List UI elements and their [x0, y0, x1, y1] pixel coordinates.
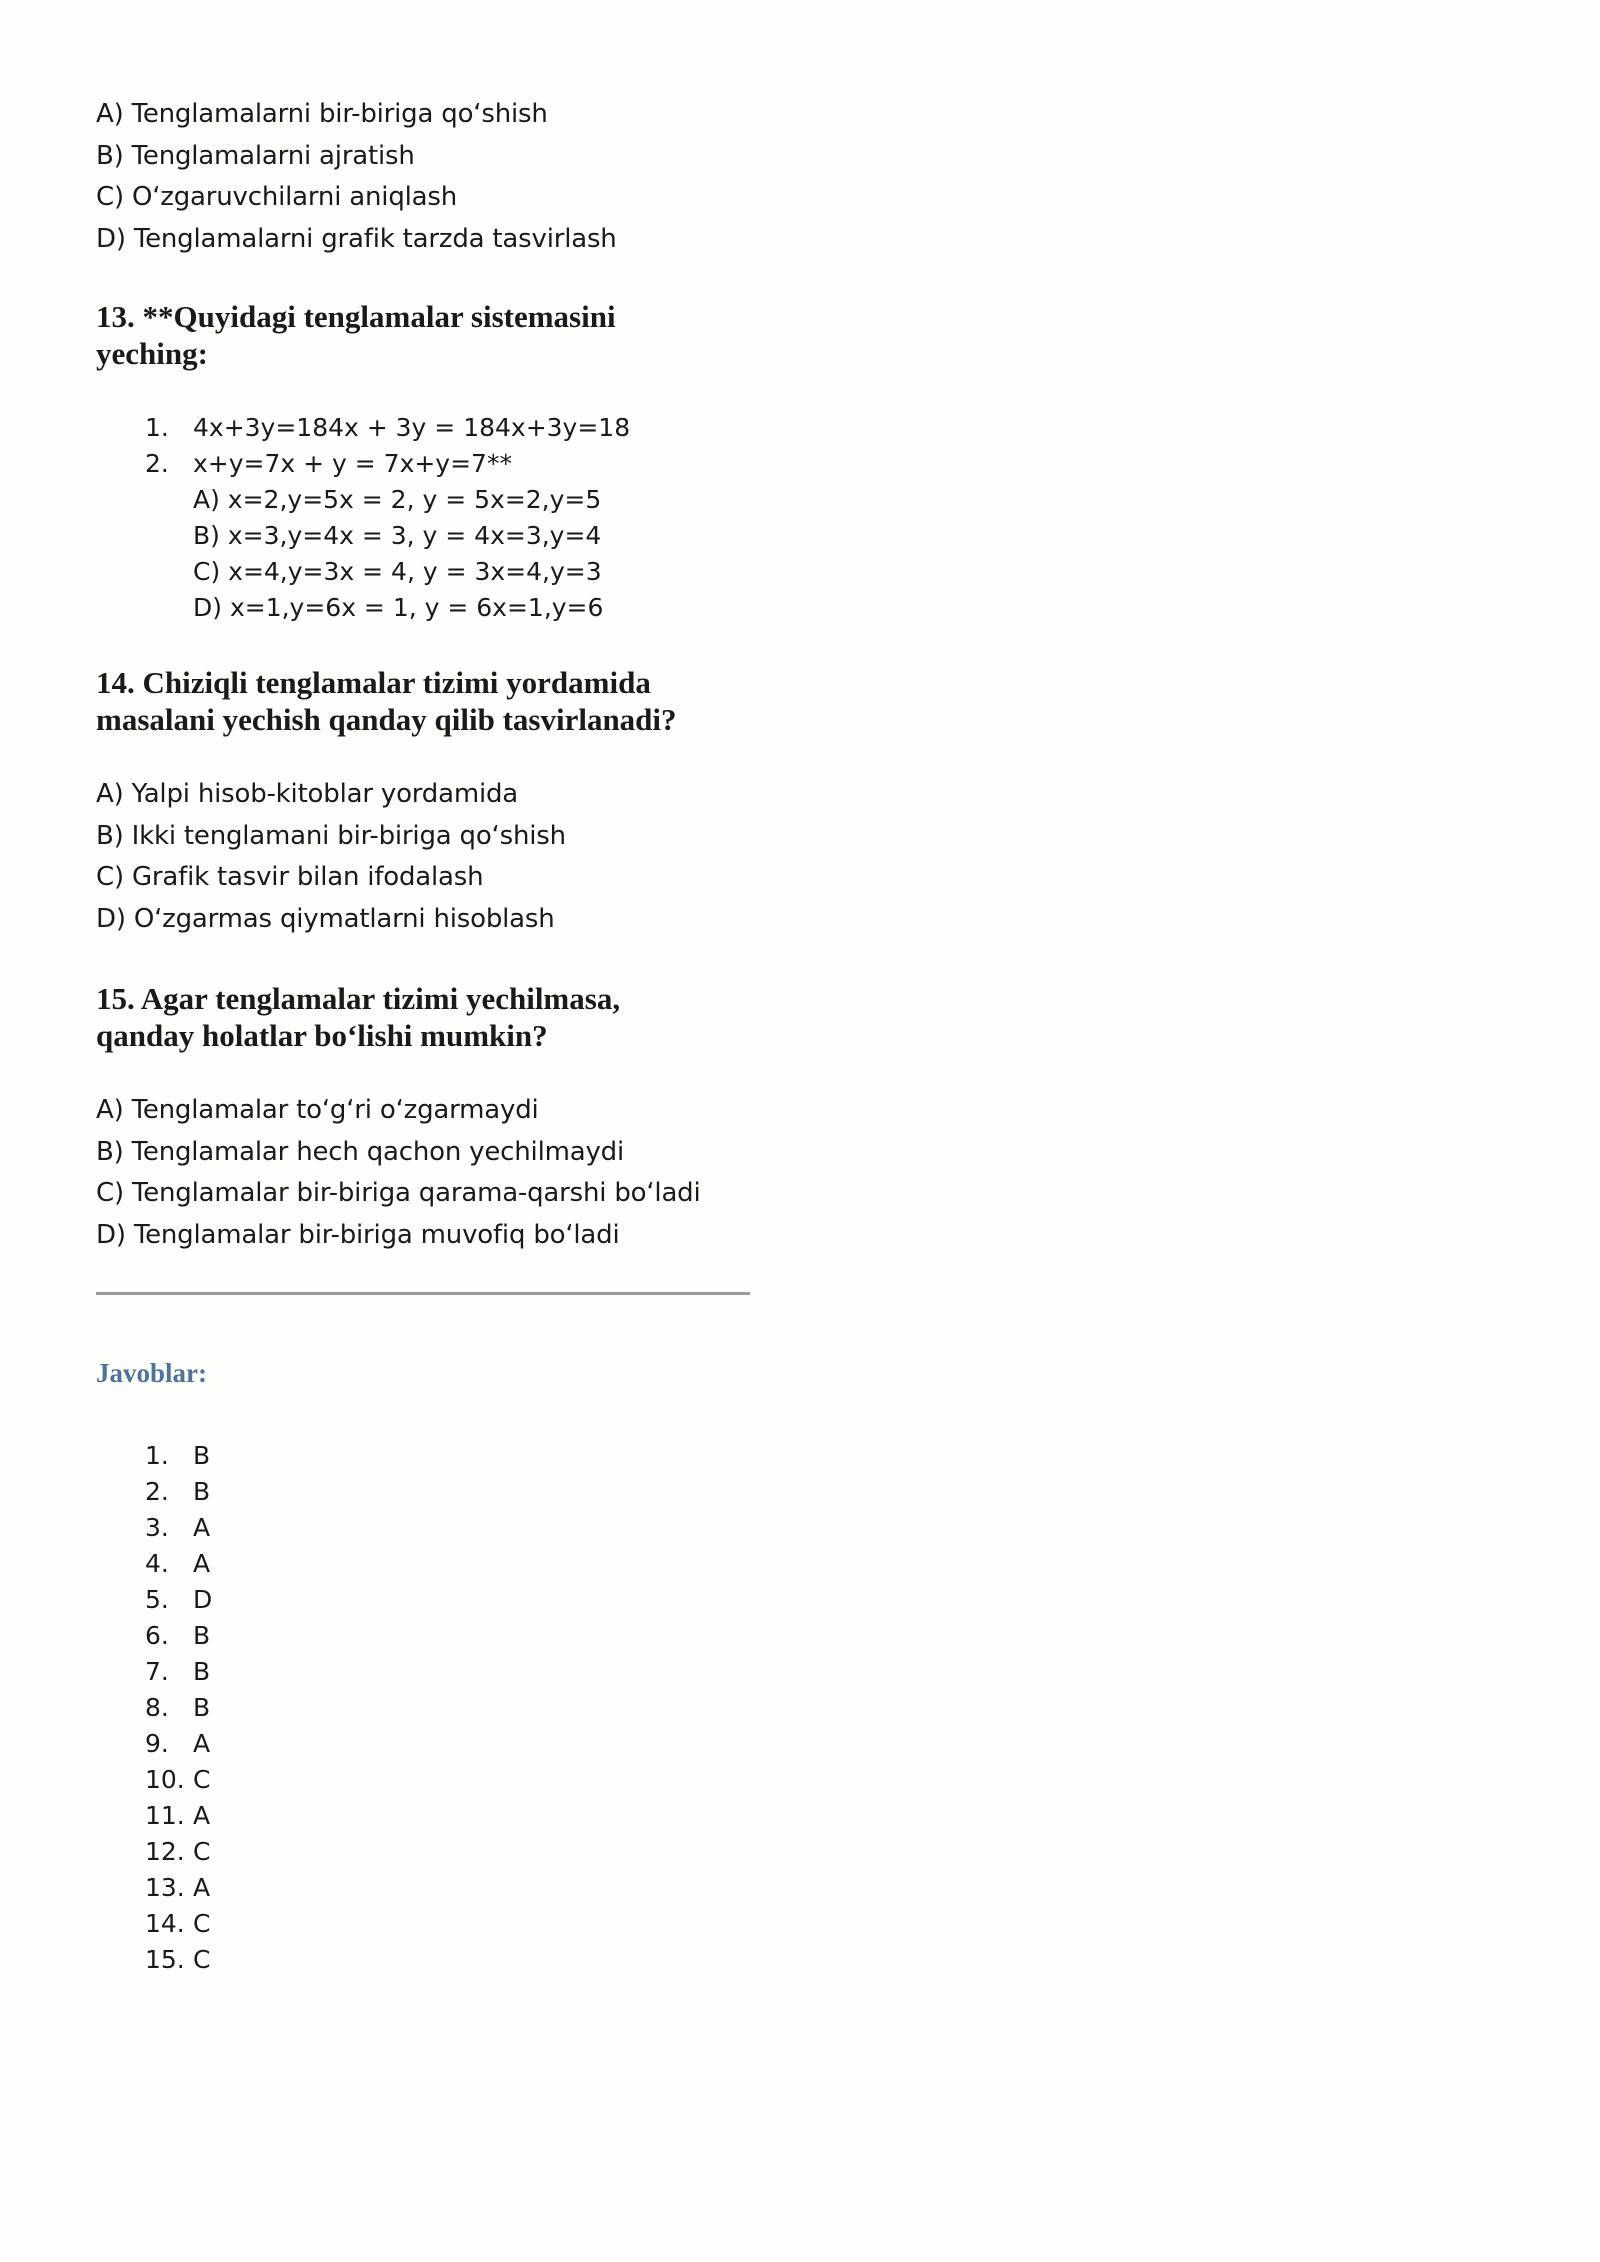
- q13-title: [96, 298, 616, 372]
- q12-option-a: A) Tenglamalarni bir-biriga qo‘shish: [96, 99, 548, 129]
- answers-heading: Javoblar:: [96, 1358, 207, 1388]
- q13-list: [145, 410, 631, 626]
- answer-value: B: [193, 1441, 211, 1470]
- q13-option-c: C) x=4,y=3x = 4, y = 3x=4,y=3: [193, 557, 602, 586]
- q14-option-b: B) Ikki tenglamani bir-biriga qo‘shish: [96, 820, 566, 851]
- q15-option-d: D) Tenglamalar bir-biriga muvofiq bo‘ladi: [96, 1219, 620, 1250]
- q13-title-line1: 13. **Quyidagi tenglamalar sistemasini: [96, 299, 616, 334]
- answer-value: B: [193, 1657, 211, 1686]
- list-item-number: 2.: [145, 449, 169, 478]
- list-item-number: 1.: [145, 413, 169, 442]
- q15-title-line1: 15. Agar tenglamalar tizimi yechilmasa,: [96, 981, 621, 1016]
- answer-number: 6.: [145, 1621, 169, 1650]
- answer-number: 7.: [145, 1657, 169, 1686]
- answer-value: C: [193, 1765, 211, 1794]
- q15-option-c: C) Tenglamalar bir-biriga qarama-qarshi bo‘ladi: [96, 1178, 701, 1208]
- answer-number: 14.: [145, 1909, 185, 1938]
- answer-value: C: [193, 1945, 211, 1974]
- q14-title: [96, 664, 677, 738]
- q14-option-a: A) Yalpi hisob-kitoblar yordamida: [96, 779, 519, 809]
- answer-number: 12.: [145, 1837, 185, 1866]
- q15-option-a: A) Tenglamalar to‘g‘ri o‘zgarmaydi: [96, 1095, 539, 1125]
- list-item: [145, 410, 631, 446]
- answer-value: B: [193, 1621, 211, 1650]
- q14-options: [96, 774, 566, 940]
- q14-title-line2: masalani yechish qanday qilib tasvirlanadi?: [96, 702, 677, 737]
- q12-option-c: C) O‘zgaruvchilarni aniqlash: [96, 182, 458, 212]
- answer-value: D: [193, 1585, 213, 1614]
- q12-options: [96, 94, 617, 260]
- answer-number: 3.: [145, 1513, 169, 1542]
- answer-number: 15.: [145, 1945, 185, 1974]
- answer-value: B: [193, 1693, 211, 1722]
- list-item-text: 4x+3y=184x + 3y = 184x+3y=18: [193, 413, 631, 442]
- list-item-text: x+y=7x + y = 7x+y=7**: [193, 449, 512, 478]
- q12-option-b: B) Tenglamalarni ajratish: [96, 140, 415, 171]
- answer-number: 5.: [145, 1585, 169, 1614]
- answer-value: B: [193, 1477, 211, 1506]
- answer-number: 4.: [145, 1549, 169, 1578]
- q14-option-c: C) Grafik tasvir bilan ifodalash: [96, 862, 484, 892]
- answer-value: A: [193, 1513, 211, 1542]
- answer-value: C: [193, 1837, 211, 1866]
- q14-option-d: D) O‘zgarmas qiymatlarni hisoblash: [96, 903, 555, 934]
- q13-option-b: B) x=3,y=4x = 3, y = 4x=3,y=4: [193, 521, 602, 550]
- answer-number: 13.: [145, 1873, 185, 1902]
- q14-title-line1: 14. Chiziqli tenglamalar tizimi yordamida: [96, 665, 651, 700]
- q15-options: [96, 1090, 701, 1256]
- list-item: [145, 446, 603, 482]
- answer-value: A: [193, 1729, 211, 1758]
- q15-title-line2: qanday holatlar bo‘lishi mumkin?: [96, 1018, 548, 1053]
- answer-value: A: [193, 1549, 211, 1578]
- answer-number: 11.: [145, 1801, 185, 1830]
- q13-option-a: A) x=2,y=5x = 2, y = 5x=2,y=5: [193, 485, 602, 514]
- horizontal-divider: [96, 1292, 750, 1295]
- answer-number: 10.: [145, 1765, 185, 1794]
- q15-title: [96, 980, 620, 1054]
- answer-number: 9.: [145, 1729, 169, 1758]
- answer-number: 8.: [145, 1693, 169, 1722]
- answer-number: 1.: [145, 1441, 169, 1470]
- q13-option-d: D) x=1,y=6x = 1, y = 6x=1,y=6: [193, 593, 604, 622]
- answer-value: A: [193, 1801, 211, 1830]
- answer-value: A: [193, 1873, 211, 1902]
- q13-title-line2: yeching:: [96, 336, 208, 371]
- answer-value: C: [193, 1909, 211, 1938]
- answer-number: 2.: [145, 1477, 169, 1506]
- q15-option-b: B) Tenglamalar hech qachon yechilmaydi: [96, 1136, 624, 1167]
- q12-option-d: D) Tenglamalarni grafik tarzda tasvirlash: [96, 223, 617, 254]
